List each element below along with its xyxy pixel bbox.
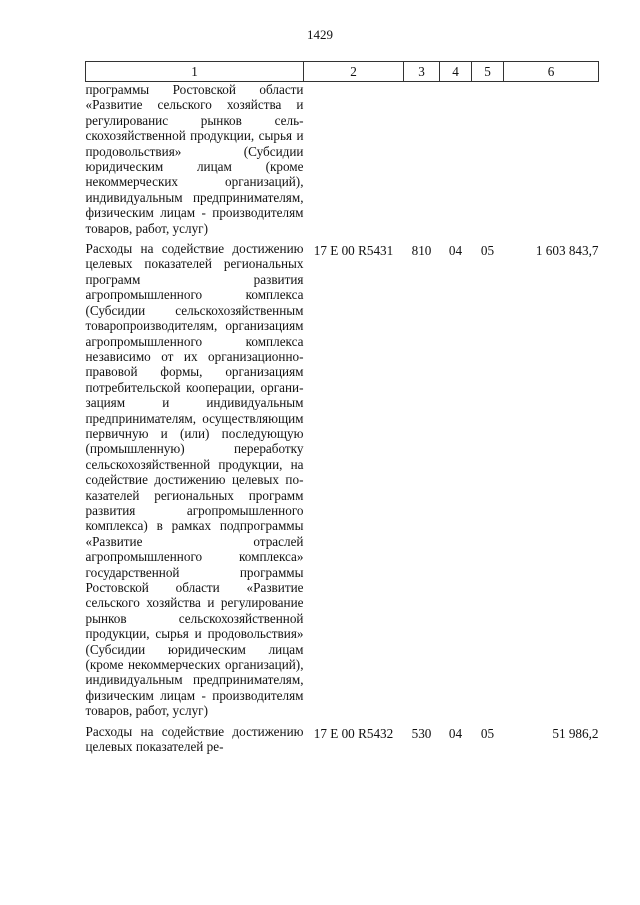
table-row — [86, 236, 599, 719]
subsection-code: 05 — [480, 725, 495, 741]
column-header-4: 4 — [440, 62, 472, 82]
section-code — [440, 82, 472, 237]
header-row — [86, 62, 599, 82]
expense-type: 530 — [411, 725, 432, 741]
section-code: 04 — [448, 243, 463, 259]
row-description: программы Ростовской области «Развитие сельского хозяйства и регулированис рынков сельскохозяйственной продукции, сырья и продовольствия» (Субсидии юридическим лицам (кроме некоммерческих организаций), индивидуальным предпринимателям, физическим лицам - производителям товаров, работ, услуг) — [85, 82, 304, 236]
expense-type: 810 — [411, 243, 432, 259]
table-row — [86, 719, 599, 755]
column-header-1: 1 — [86, 62, 304, 82]
amount: 1 603 843,7 — [535, 243, 599, 259]
target-article-code — [304, 82, 404, 237]
amount — [504, 82, 599, 237]
amount: 51 986,2 — [552, 725, 599, 741]
column-header-5: 5 — [472, 62, 504, 82]
expense-type — [404, 82, 440, 237]
column-header-3: 3 — [404, 62, 440, 82]
column-header-2: 2 — [304, 62, 404, 82]
column-header-6: 6 — [504, 62, 599, 82]
budget-table — [85, 61, 599, 754]
row-description: Расходы на содействие достижению целевых показателей ре- — [85, 723, 304, 755]
subsection-code: 05 — [480, 243, 495, 259]
page-number: 1429 — [307, 27, 333, 42]
section-code: 04 — [448, 725, 463, 741]
target-article-code: 17 Е 00 R5431 — [313, 243, 394, 259]
row-description: Расходы на содействие достижению целевых показателей региональных программ развития агропромышленного комплекса (Субсидии сельскохозяйственным товаропроизводителям, организациям агропромышленного комплекса независимо от их организационно-правовой формы, организациям потребительской кооперации, организациям и индивидуальным предпринимателям, осуществляющим первичную и (или) последующую (промышленную) переработку сельскохозяйственной продукции, на содействие достижению целевых показателей региональных программ развития агропромышленного комплекса) в рамках подпрограммы «Развитие отраслей агропромышленного комплекса» государственной программы Ростовской области «Развитие сельского хозяйства и регулирование рынков сельскохозяйственной продукции, сырья и продовольствия» (Субсидии юридическим лицам (кроме некоммерческих организаций), индивидуальным предпринимателям, физическим лицам - производителям товаров, работ, услуг) — [85, 241, 304, 719]
target-article-code: 17 Е 00 R5432 — [313, 725, 394, 741]
table-row — [86, 82, 599, 237]
subsection-code — [472, 82, 504, 237]
